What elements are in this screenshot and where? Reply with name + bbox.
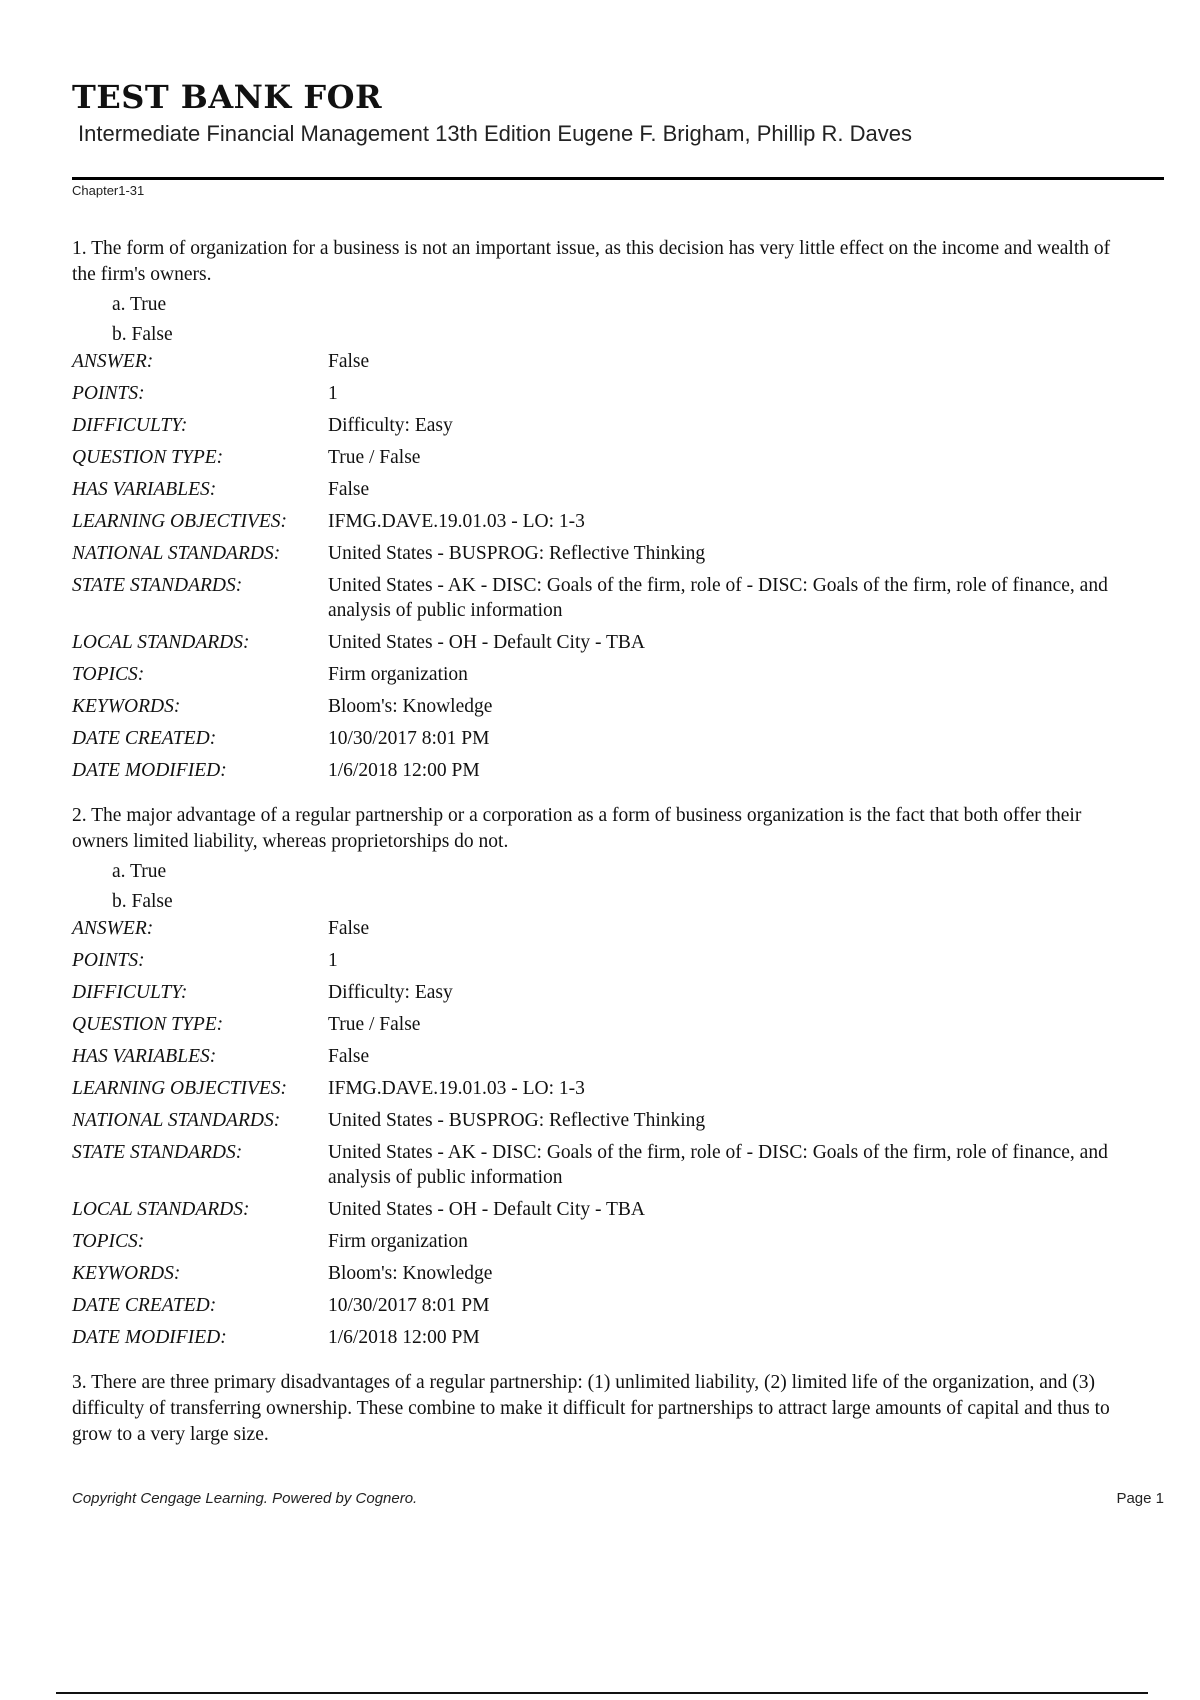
meta-label: ANSWER: xyxy=(72,351,154,372)
question-metadata xyxy=(72,917,1132,1350)
meta-value: Bloom's: Knowledge xyxy=(328,695,493,717)
meta-label: TOPICS: xyxy=(72,1230,145,1252)
question-1 xyxy=(72,236,1132,783)
meta-label: NATIONAL STANDARDS: xyxy=(72,543,281,564)
meta-label: DIFFICULTY: xyxy=(72,982,188,1003)
meta-label: KEYWORDS: xyxy=(72,695,181,717)
meta-label: DIFFICULTY: xyxy=(72,415,188,436)
meta-label: POINTS: xyxy=(72,383,145,404)
meta-label: LEARNING OBJECTIVES: xyxy=(72,1078,288,1099)
question-3 xyxy=(72,1370,1132,1448)
meta-answer xyxy=(72,917,1132,942)
meta-national-standards xyxy=(72,542,1132,567)
meta-value: Difficulty: Easy xyxy=(328,415,453,436)
meta-value: True / False xyxy=(328,1014,421,1035)
meta-label: DATE MODIFIED: xyxy=(72,759,227,781)
meta-value: 10/30/2017 8:01 PM xyxy=(328,1294,490,1316)
question-metadata xyxy=(72,350,1132,783)
meta-local-standards xyxy=(72,631,1132,656)
choice-true: a. True xyxy=(112,294,167,315)
document-title: TEST BANK FOR xyxy=(72,78,383,116)
meta-label: DATE MODIFIED: xyxy=(72,1326,227,1348)
meta-label: LOCAL STANDARDS: xyxy=(72,631,250,653)
meta-points xyxy=(72,949,1132,974)
meta-value: 1/6/2018 12:00 PM xyxy=(328,1326,480,1348)
meta-value: IFMG.DAVE.19.01.03 - LO: 1-3 xyxy=(328,1078,585,1099)
question-2 xyxy=(72,803,1132,1350)
question-text: 2. The major advantage of a regular partnership or a corporation as a form of business organization is the fact that both offer their owners limited liability, whereas proprietorships do not. xyxy=(72,805,1082,852)
meta-label: NATIONAL STANDARDS: xyxy=(72,1110,281,1131)
meta-label: QUESTION TYPE: xyxy=(72,1014,224,1035)
meta-keywords xyxy=(72,695,1132,720)
meta-value: United States - AK - DISC: Goals of the firm, role of - DISC: Goals of the firm, role of finance, and analysis of public information xyxy=(328,575,1108,621)
meta-label: TOPICS: xyxy=(72,663,145,685)
meta-label: STATE STANDARDS: xyxy=(72,1142,243,1163)
meta-national-standards xyxy=(72,1109,1132,1134)
meta-learning-objectives xyxy=(72,510,1132,535)
meta-label: LEARNING OBJECTIVES: xyxy=(72,511,288,532)
meta-value: United States - OH - Default City - TBA xyxy=(328,1198,646,1220)
meta-value: Firm organization xyxy=(328,663,468,685)
meta-value: Bloom's: Knowledge xyxy=(328,1262,493,1284)
choice-false: b. False xyxy=(112,324,173,345)
meta-label: KEYWORDS: xyxy=(72,1262,181,1284)
meta-value: False xyxy=(328,479,370,500)
meta-has-variables xyxy=(72,1045,1132,1070)
meta-value: False xyxy=(328,918,370,939)
meta-label: ANSWER: xyxy=(72,918,154,939)
meta-keywords xyxy=(72,1262,1132,1287)
meta-date-created xyxy=(72,1294,1132,1319)
meta-local-standards xyxy=(72,1198,1132,1223)
meta-has-variables xyxy=(72,478,1132,503)
meta-question-type xyxy=(72,1013,1132,1038)
document-subtitle: Intermediate Financial Management 13th Edition Eugene F. Brigham, Phillip R. Daves xyxy=(78,121,913,146)
meta-label: QUESTION TYPE: xyxy=(72,447,224,468)
meta-question-type xyxy=(72,446,1132,471)
meta-date-modified xyxy=(72,759,1132,784)
answer-choices xyxy=(112,857,1132,917)
meta-topics xyxy=(72,1230,1132,1255)
meta-learning-objectives xyxy=(72,1077,1132,1102)
meta-value: 1 xyxy=(328,383,338,404)
meta-value: Firm organization xyxy=(328,1230,468,1252)
question-text: 3. There are three primary disadvantages of a regular partnership: (1) unlimited liability, (2) limited life of the organization, and (3) difficulty of transferring ownership. These combine to make it difficult for partnerships to attract large amounts of capital and thus to grow to a very large size. xyxy=(72,1372,1110,1445)
meta-state-standards xyxy=(72,574,1132,623)
meta-value: False xyxy=(328,351,370,372)
meta-date-modified xyxy=(72,1326,1132,1351)
choice-true: a. True xyxy=(112,861,167,882)
meta-label: POINTS: xyxy=(72,950,145,971)
chapter-label: Chapter1-31 xyxy=(72,183,145,198)
choice-false: b. False xyxy=(112,891,173,912)
bottom-divider xyxy=(56,1692,1148,1694)
meta-value: 1 xyxy=(328,950,338,971)
meta-topics xyxy=(72,663,1132,688)
meta-value: False xyxy=(328,1046,370,1067)
footer-copyright: Copyright Cengage Learning. Powered by Cognero. xyxy=(72,1490,418,1507)
meta-difficulty xyxy=(72,414,1132,439)
footer-page-number: Page 1 xyxy=(1116,1490,1164,1507)
meta-value: 10/30/2017 8:01 PM xyxy=(328,727,490,749)
meta-value: United States - BUSPROG: Reflective Thinking xyxy=(328,1110,706,1131)
meta-date-created xyxy=(72,727,1132,752)
meta-value: United States - OH - Default City - TBA xyxy=(328,631,646,653)
meta-value: True / False xyxy=(328,447,421,468)
meta-value: Difficulty: Easy xyxy=(328,982,453,1003)
meta-answer xyxy=(72,350,1132,375)
meta-label: STATE STANDARDS: xyxy=(72,575,243,596)
meta-label: LOCAL STANDARDS: xyxy=(72,1198,250,1220)
meta-label: DATE CREATED: xyxy=(72,1294,217,1316)
meta-label: DATE CREATED: xyxy=(72,727,217,749)
question-text: 1. The form of organization for a business is not an important issue, as this decision has very little effect on the income and wealth of the firm's owners. xyxy=(72,238,1111,285)
meta-label: HAS VARIABLES: xyxy=(72,1046,217,1067)
meta-points xyxy=(72,382,1132,407)
header-divider xyxy=(72,177,1164,180)
meta-label: HAS VARIABLES: xyxy=(72,479,217,500)
meta-value: United States - AK - DISC: Goals of the firm, role of - DISC: Goals of the firm, role of finance, and analysis of public information xyxy=(328,1142,1108,1188)
meta-value: 1/6/2018 12:00 PM xyxy=(328,759,480,781)
answer-choices xyxy=(112,290,1132,350)
meta-difficulty xyxy=(72,981,1132,1006)
question-list xyxy=(72,236,1132,1468)
meta-state-standards xyxy=(72,1141,1132,1190)
meta-value: United States - BUSPROG: Reflective Thinking xyxy=(328,543,706,564)
meta-value: IFMG.DAVE.19.01.03 - LO: 1-3 xyxy=(328,511,585,532)
